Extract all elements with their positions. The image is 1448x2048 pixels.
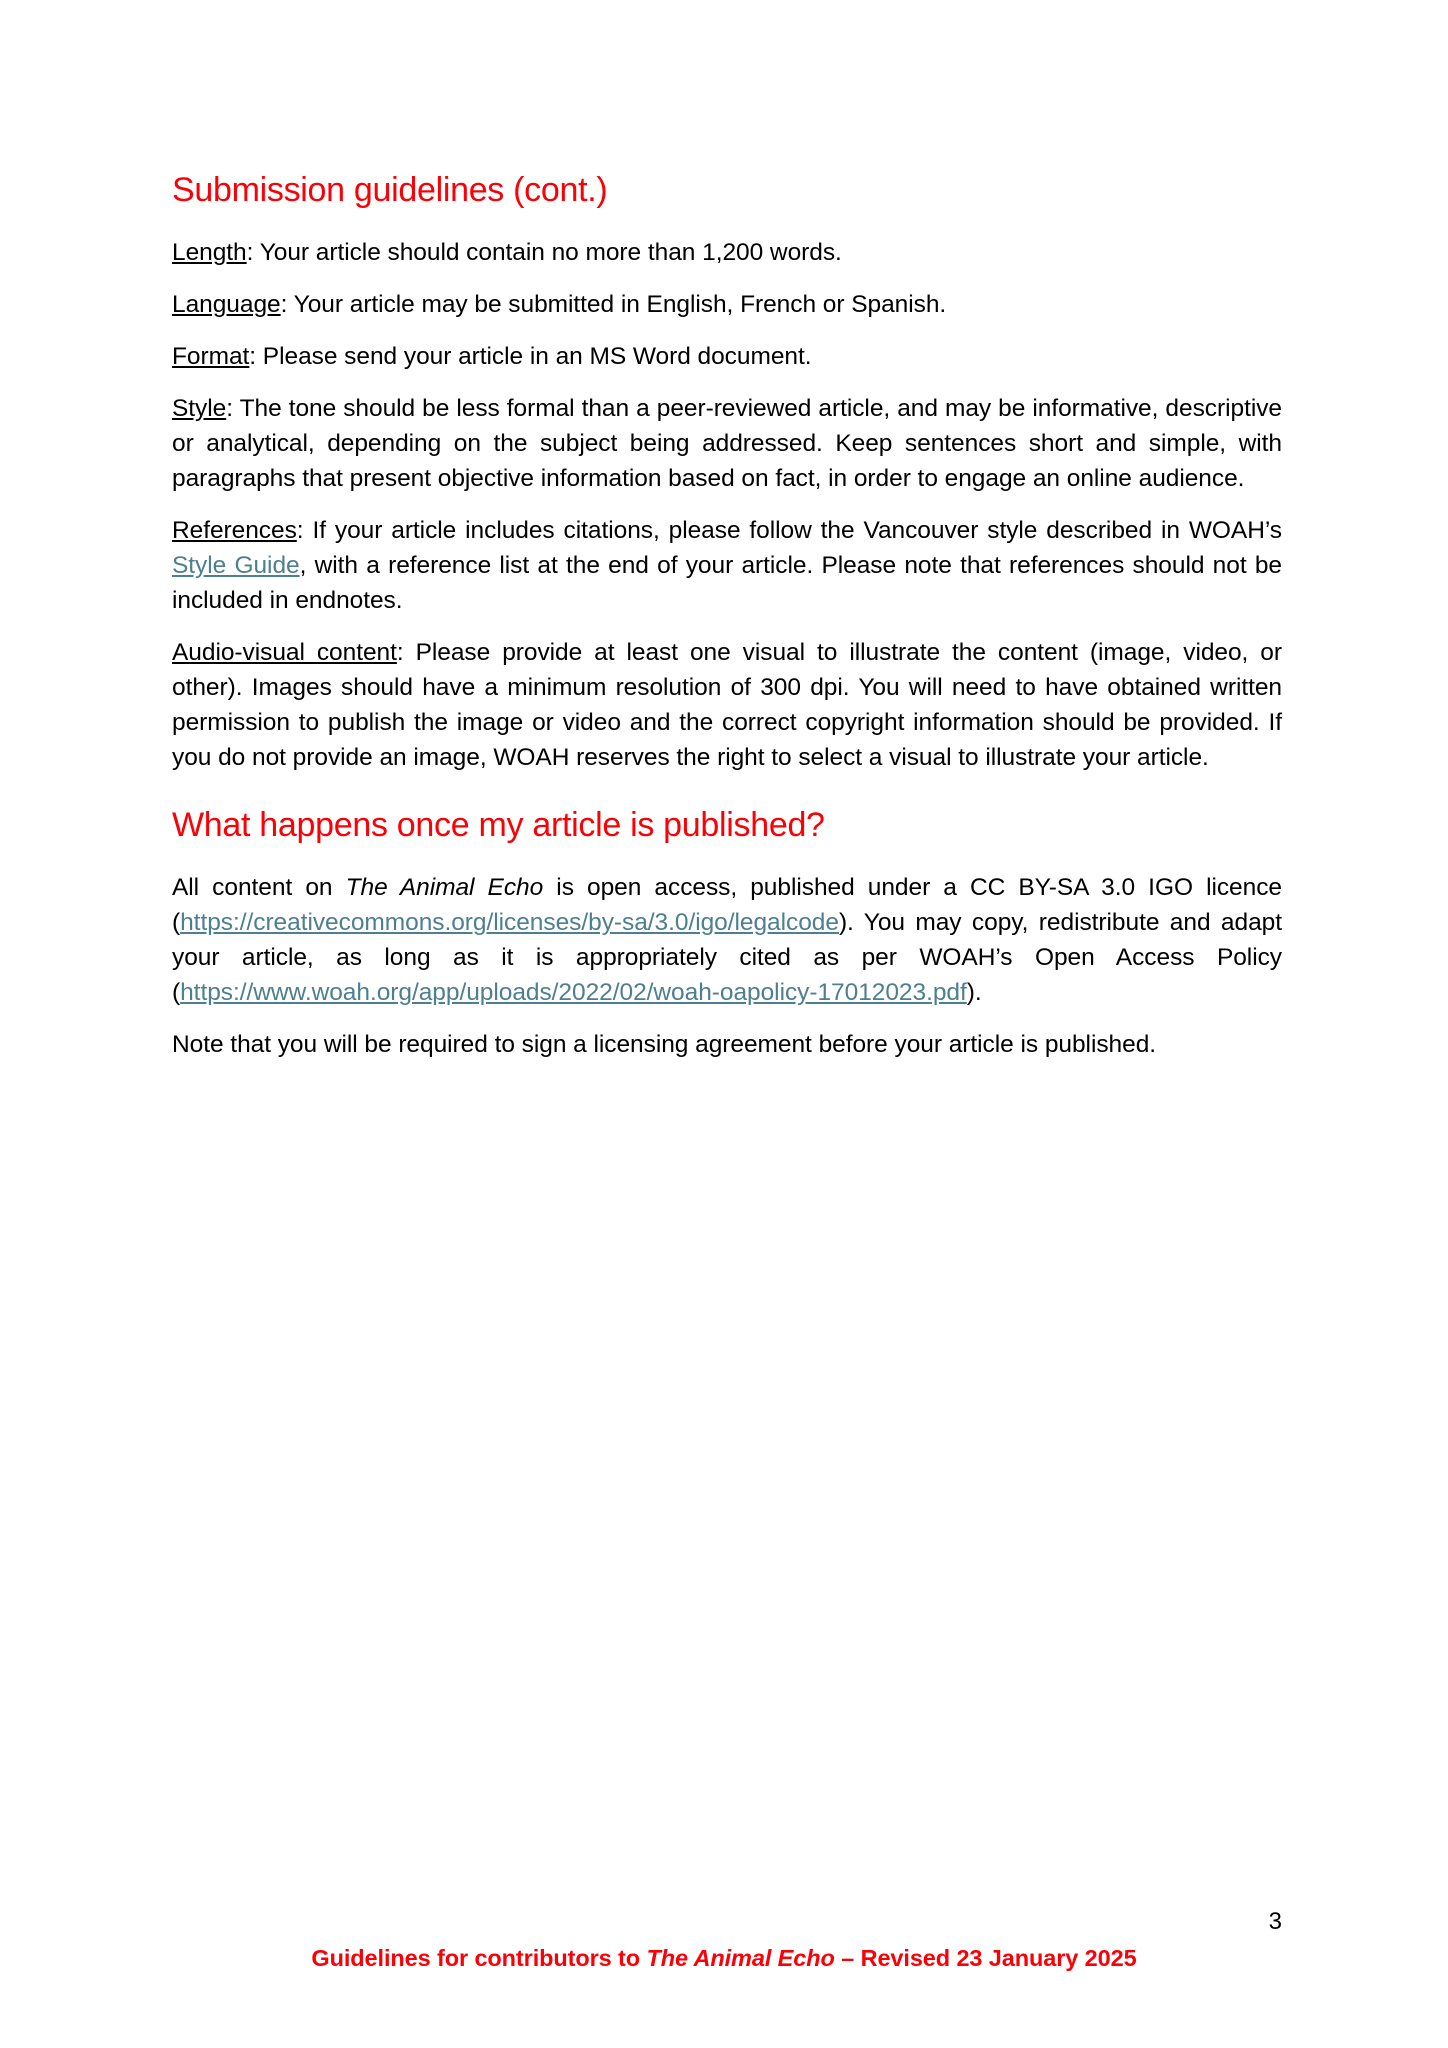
heading-submission-guidelines: Submission guidelines (cont.) — [172, 171, 608, 209]
paragraph-licensing-note-body: Note that you will be required to sign a licensing agreement before your article is published. — [172, 1031, 1157, 1059]
page-footer — [0, 1945, 1448, 1972]
open-access-policy-link[interactable]: https://www.woah.org/app/uploads/2022/02/woah-oapolicy-17012023.pdf — [180, 979, 967, 1007]
style-guide-link[interactable]: Style Guide — [172, 552, 300, 580]
paragraph-language — [172, 287, 1282, 322]
paragraph-open-access — [172, 870, 1282, 1010]
paragraph-format-body: : Please send your article in an MS Word document. — [249, 343, 812, 371]
creative-commons-licence-link[interactable]: https://creativecommons.org/licenses/by-sa/3.0/igo/legalcode — [180, 909, 839, 937]
paragraph-open-access-part1: All content on — [172, 874, 346, 902]
heading-what-happens-wrap — [172, 775, 1282, 845]
paragraph-references-body-part2: , with a reference list at the end of your article. Please note that references should not be included in endnotes. — [172, 552, 1282, 615]
document-content — [172, 0, 1282, 1062]
paragraph-open-access-part2: is open access, published under a CC BY-SA 3.0 IGO licence ( — [172, 874, 1282, 937]
paragraph-references-lead: References — [172, 517, 297, 545]
heading-submission-guidelines-wrap — [172, 0, 1282, 210]
paragraph-format-lead: Format — [172, 343, 250, 371]
paragraph-length-lead: Length — [172, 239, 247, 267]
paragraph-audio-visual — [172, 635, 1282, 775]
paragraph-audio-visual-lead: Audio-visual content — [172, 639, 397, 667]
paragraph-language-body: : Your article may be submitted in English, French or Spanish. — [280, 291, 947, 319]
paragraph-style-body: : The tone should be less formal than a peer-reviewed article, and may be informative, descriptive or analytical, depending on the subject being addressed. Keep sentences short and simple, with paragraphs that present objective information based on fact, in order to engage an online audience. — [172, 395, 1282, 493]
paragraph-references — [172, 513, 1282, 618]
footer-publication-title: The Animal Echo — [646, 1945, 835, 1971]
paragraph-length — [172, 235, 1282, 270]
publication-title-italic: The Animal Echo — [345, 874, 544, 902]
footer-part2: – Revised 23 January 2025 — [834, 1945, 1137, 1971]
paragraph-references-body-part1: : If your article includes citations, please follow the Vancouver style described in WOAH’s — [296, 517, 1282, 545]
paragraph-open-access-part3: ). You may copy, redistribute and adapt your article, as long as it is appropriately cited as per WOAH’s Open Access Policy ( — [172, 909, 1282, 1007]
paragraph-length-body: : Your article should contain no more than 1,200 words. — [246, 239, 842, 267]
paragraph-licensing-note — [172, 1027, 1282, 1062]
heading-what-happens: What happens once my article is published? — [172, 806, 825, 845]
paragraph-style — [172, 391, 1282, 496]
page-number: 3 — [1268, 1908, 1282, 1935]
paragraph-format — [172, 339, 1282, 374]
paragraph-open-access-part4: ). — [966, 979, 982, 1007]
paragraph-style-lead: Style — [172, 395, 227, 423]
paragraph-language-lead: Language — [172, 291, 281, 319]
paragraph-audio-visual-body: : Please provide at least one visual to illustrate the content (image, video, or other). Images should have a minimum resolution of 300 dpi. You will need to have obtained written permission to publish the image or video and the correct copyright information should be provided. If you do not provide an image, WOAH reserves the right to select a visual to illustrate your article. — [172, 639, 1282, 772]
footer-part1: Guidelines for contributors to — [311, 1945, 647, 1971]
